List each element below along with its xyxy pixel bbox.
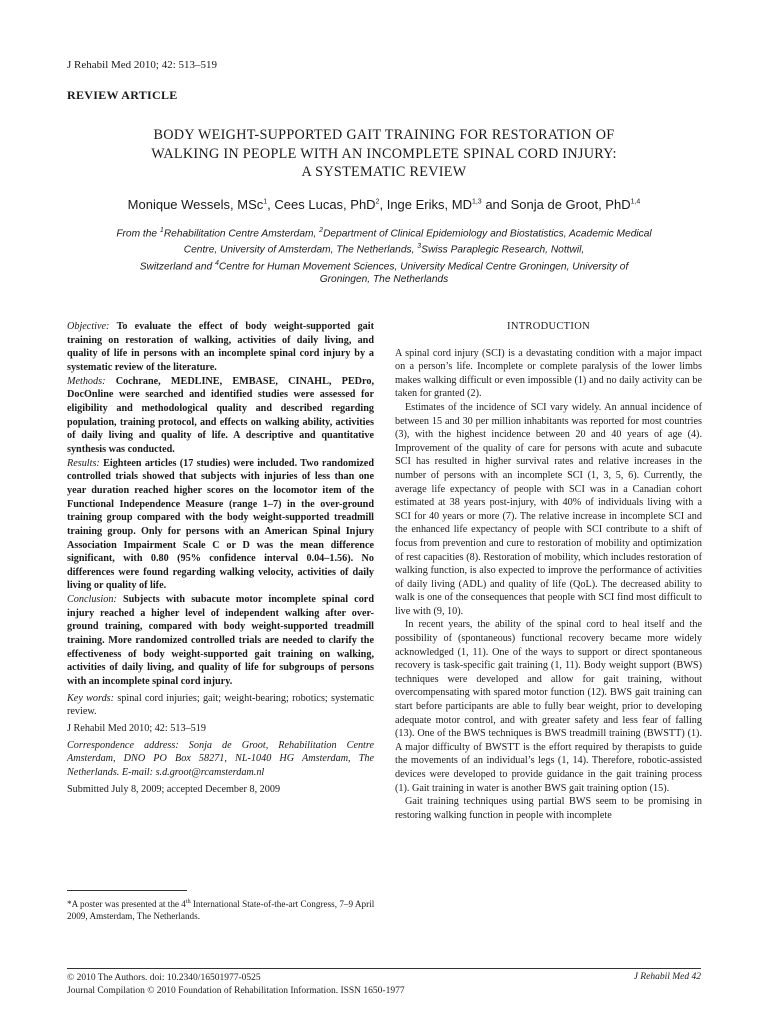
abstract-text: Eighteen articles (17 studies) were included. Two randomized controlled trials showed that subjects with injuries of less than one year duration reached higher scores on the locomotor item of the Functional Independence Measure (range 1–7) in the over-ground training group compared with the body weight-supported treadmill training group. Only for persons with an American Spinal Injury Association Impairment Scale C or D was the mean difference significant, with 0.80 (95% confidence interval 0.04–1.56). No differences were found regarding walking velocity, activities of daily living or quality of life.	[67, 457, 374, 592]
abstract-text: To evaluate the effect of body weight-supported gait training on restoration of walking, activities of daily living, and quality of life in persons with an incomplete spinal cord injury by a systematic review of the literature.	[67, 321, 374, 373]
abstract-label: Results:	[67, 457, 100, 469]
journal-compilation-line: Journal Compilation © 2010 Foundation of Rehabilitation Information. ISSN 1650-1977	[67, 986, 405, 996]
affiliation-marker: 1	[159, 227, 164, 234]
body-paragraph: Estimates of the incidence of SCI vary widely. An annual incidence of between 15 and 30 per million inhabitants was reported for most countries (3), with the highest incidence between 20 and 40 years of age (4). Improvement of the quality of care for persons with acute and subacute SCI has resulted in higher survival rates and relative increases in the number of persons with an incomplete SCI (1, 3, 5, 6). Currently, the average life expectancy of people with SCI was in a Canadian cohort estimated at 38 years post-injury, with 40% of individuals living with a SCI for 40 years or more (7). The relative increase in incomplete SCI and the enhanced life expectancy of people with SCI contribute to a shift of focus from prevention and cure to restoration of mobility and optimization of rest capacities (8). Restoration of mobility, which includes restoration of walking function, is also expected to improve the performance of activities of daily living (ADL) and quality of life (QoL). The decreased ability to walk is one of the consequences that people with SCI find most difficult to live with (9, 10).	[395, 401, 702, 617]
author-affiliation-marker: 1,3	[471, 198, 482, 206]
footnote-text: *A poster was presented at the 4	[67, 899, 186, 910]
correspondence-address: Correspondence address: Sonja de Groot, Rehabilitation Centre Amsterdam, DNO PO Box 58271, NL-1040 HG Amsterdam, The Netherlands. E-mail: s.d.groot@rcamsterdam.nl	[67, 739, 374, 778]
affiliation-text: Department of Clinical Epidemiology and Biostatistics, Academic Medical	[323, 228, 652, 240]
author-list	[67, 197, 701, 212]
keywords-label: Key words:	[67, 692, 115, 704]
footnote-divider	[67, 890, 187, 891]
body-paragraph: A spinal cord injury (SCI) is a devastating condition with a major impact on a person’s life. Incomplete or complete paralysis of the lower limbs makes walking difficult or even impossible (1) and no daily activity can be taken for granted (2).	[395, 347, 702, 400]
footnote-text: International State-of-the-art Congress, 7–9 April 2009, Amsterdam, The Netherlands.	[67, 899, 375, 922]
affiliation-text: Rehabilitation Centre Amsterdam,	[163, 228, 320, 240]
affiliation-line	[67, 224, 701, 240]
title-line: A SYSTEMATIC REVIEW	[301, 164, 467, 180]
section-heading: INTRODUCTION	[507, 321, 590, 332]
abstract-text: Subjects with subacute motor incomplete spinal cord injury reached a higher level of independent walking after over-ground training, compared with body weight-supported treadmill training. More randomized controlled trials are needed to clarify the effectiveness of body weight-supported gait training on walking, activities of daily living, and quality of life for subgroups of persons with an incomplete spinal cord injury.	[67, 594, 374, 688]
footnote-ordinal: th	[185, 899, 191, 905]
author-name: Sonja de Groot, PhD	[510, 197, 631, 212]
keywords-text: spinal cord injuries; gait; weight-bearing; robotics; systematic review.	[67, 692, 375, 718]
author-affiliation-marker: 1,4	[630, 198, 641, 206]
affiliation-marker: 3	[417, 243, 422, 251]
title-line: BODY WEIGHT-SUPPORTED GAIT TRAINING FOR RESTORATION OF	[153, 127, 615, 143]
author-name: Inge Eriks, MD	[386, 197, 472, 212]
abstract-label: Objective:	[67, 321, 110, 332]
citation: J Rehabil Med 2010; 42: 513–519	[67, 723, 206, 735]
author-separator: ,	[267, 197, 275, 212]
abstract-label: Methods:	[67, 375, 106, 387]
affiliation-line	[67, 257, 701, 273]
article-type: REVIEW ARTICLE	[67, 88, 178, 102]
author-name: Monique Wessels, MSc	[127, 197, 264, 212]
body-paragraph: Gait training techniques using partial BWS seem to be promising in restoring walking function in people with incomplete	[395, 796, 702, 821]
footer-copyright	[67, 972, 405, 998]
affiliation-text: From the	[116, 228, 160, 240]
abstract-methods	[67, 375, 374, 457]
copyright-line: © 2010 The Authors. doi: 10.2340/16501977-0525	[67, 973, 261, 983]
body-paragraph: In recent years, the ability of the spinal cord to heal itself and the possibility of (spontaneous) functional recovery became more widely acknowledged (1, 11). One of the ways to support or direct spontaneous recovery is task-specific gait training (1, 11). Body weight support (BWS) techniques were developed and allow for gait training, without overcompensating with spared motor function (12). BWS gait training can start before participants are able to fully bear weight, prior to developing adequate motor control, and with greater safety and less fear of falling (13). One of the BWS techniques is BWS treadmill training (BWSTT) (1). A major difficulty of BWSTT is the effort required by therapists to guide the movements of an individual’s legs (1, 14). Therefore, robotic-assisted devices were developed to provide guidance in the gait training process (1). Gait training in water is another BWS gait training option (15).	[395, 619, 702, 794]
affiliation-text: Centre for Human Movement Sciences, University Medical Centre Groningen, University of	[218, 261, 629, 273]
affiliation-line: Groningen, The Netherlands	[319, 274, 449, 286]
footnote	[67, 896, 377, 923]
abstract-conclusion	[67, 593, 374, 689]
affiliation-marker: 2	[319, 227, 324, 234]
submission-dates: Submitted July 8, 2009; accepted December 8, 2009	[67, 783, 281, 795]
affiliation-marker: 4	[215, 259, 219, 267]
author-separator: and	[481, 197, 511, 212]
journal-reference: J Rehabil Med 2010; 42: 513–519	[67, 59, 218, 71]
author-affiliation-marker: 1	[263, 198, 268, 206]
article-title	[67, 126, 701, 182]
author-affiliation-marker: 2	[375, 198, 380, 206]
introduction-column	[395, 320, 702, 822]
affiliation-text: Centre, University of Amsterdam, The Netherlands,	[183, 244, 418, 256]
abstract-results	[67, 457, 374, 594]
affiliations	[67, 224, 701, 287]
author-name: Cees Lucas, PhD	[274, 197, 376, 212]
affiliation-text: Switzerland and	[139, 261, 216, 273]
keywords	[67, 692, 374, 719]
affiliation-text: Swiss Paraplegic Research, Nottwil,	[421, 244, 585, 256]
abstract-text: Cochrane, MEDLINE, EMBASE, CINAHL, PEDro, DocOnline were searched and identified studies were assessed for eligibility and methodological quality and described regarding population, training protocol, and effects on walking ability, activities of daily living and quality of life. A descriptive and quantitative synthesis was conducted.	[67, 375, 374, 455]
abstract-label: Conclusion:	[67, 594, 117, 606]
footer-journal-name: J Rehabil Med 42	[633, 972, 701, 982]
footer-divider	[67, 968, 701, 969]
author-separator: ,	[379, 197, 387, 212]
abstract-column	[67, 320, 374, 796]
affiliation-line	[67, 240, 701, 256]
abstract-objective	[67, 320, 374, 375]
title-line: WALKING IN PEOPLE WITH AN INCOMPLETE SPINAL CORD INJURY:	[151, 145, 617, 162]
